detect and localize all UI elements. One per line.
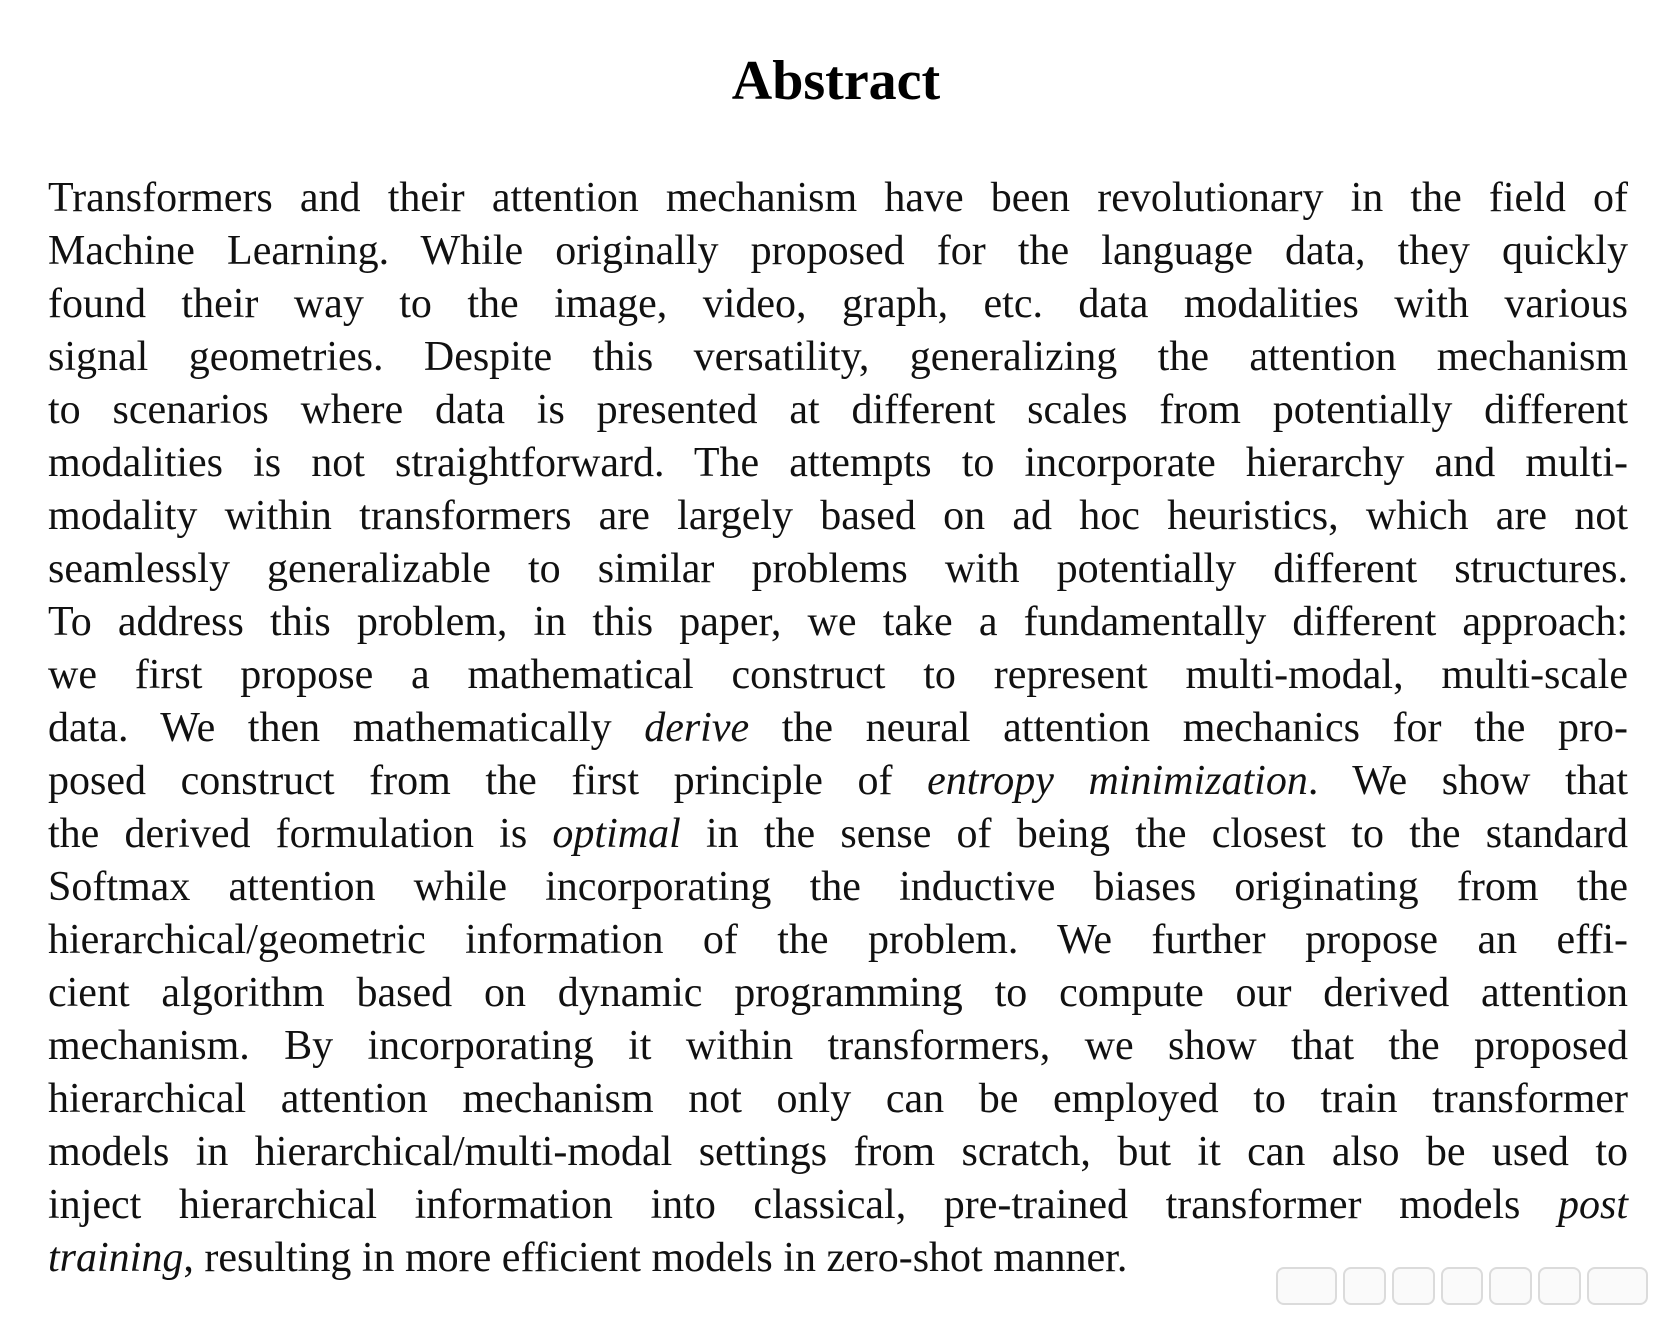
text-run: models in hierarchical/multi-modal settings from scratch, but it can also be used to	[48, 1129, 1628, 1175]
abstract-line	[48, 755, 1628, 808]
abstract-line	[48, 225, 1628, 278]
abstract-line	[48, 596, 1628, 649]
abstract-line	[48, 967, 1628, 1020]
abstract-line	[48, 1126, 1628, 1179]
text-run: in the sense of being the closest to the standard	[680, 811, 1628, 857]
text-run: , resulting in more efficient models in zero-shot manner.	[183, 1235, 1128, 1281]
abstract-line	[48, 278, 1628, 331]
abstract-line	[48, 808, 1628, 861]
italic-text: entropy minimization	[927, 758, 1308, 804]
text-run: the derived formulation is	[48, 811, 553, 857]
abstract-line	[48, 702, 1628, 755]
abstract-line	[48, 861, 1628, 914]
text-run: found their way to the image, video, graph, etc. data modalities with various	[48, 281, 1628, 327]
text-run: modalities is not straightforward. The attempts to incorporate hierarchy and multi-	[48, 440, 1628, 486]
text-run: . We show that	[1307, 758, 1629, 804]
abstract-line	[48, 649, 1628, 702]
text-run: Transformers and their attention mechanism have been revolutionary in the field of	[48, 175, 1628, 221]
text-run: we first propose a mathematical construct to represent multi-modal, multi-scale	[48, 652, 1628, 698]
text-run: mechanism. By incorporating it within transformers, we show that the proposed	[48, 1023, 1628, 1069]
italic-text: derive	[644, 705, 750, 751]
abstract-line	[48, 331, 1628, 384]
abstract-line	[48, 543, 1628, 596]
abstract-line	[48, 1179, 1628, 1232]
italic-text: training	[48, 1235, 184, 1281]
abstract-line	[48, 1073, 1628, 1126]
text-run: Machine Learning. While originally proposed for the language data, they quickly	[48, 228, 1628, 274]
italic-text: optimal	[552, 811, 681, 857]
text-run: cient algorithm based on dynamic programming to compute our derived attention	[48, 970, 1628, 1016]
text-run: Softmax attention while incorporating the inductive biases originating from the	[48, 864, 1628, 910]
abstract-line	[48, 384, 1628, 437]
text-run: modality within transformers are largely based on ad hoc heuristics, which are not	[48, 493, 1628, 539]
text-run: signal geometries. Despite this versatility, generalizing the attention mechanism	[48, 334, 1628, 380]
abstract-line	[48, 914, 1628, 967]
text-run: seamlessly generalizable to similar problems with potentially different structures.	[48, 546, 1628, 592]
text-run: the neural attention mechanics for the pro-	[749, 705, 1628, 751]
text-run: hierarchical attention mechanism not only can be employed to train transformer	[48, 1076, 1628, 1122]
abstract-line	[48, 490, 1628, 543]
text-run: inject hierarchical information into classical, pre-trained transformer models	[48, 1182, 1558, 1228]
text-run: to scenarios where data is presented at different scales from potentially different	[48, 387, 1628, 433]
text-run: data. We then mathematically	[48, 705, 645, 751]
italic-text: post	[1557, 1182, 1628, 1228]
text-run: hierarchical/geometric information of the problem. We further propose an effi-	[48, 917, 1628, 963]
abstract-paragraph	[48, 172, 1628, 1285]
abstract-line	[48, 437, 1628, 490]
watermark-logo	[1276, 1262, 1648, 1310]
abstract-line	[48, 172, 1628, 225]
text-run: To address this problem, in this paper, we take a fundamentally different approach:	[48, 599, 1628, 645]
abstract-line	[48, 1020, 1628, 1073]
abstract-heading: Abstract	[731, 50, 941, 112]
text-run: posed construct from the first principle of	[48, 758, 928, 804]
